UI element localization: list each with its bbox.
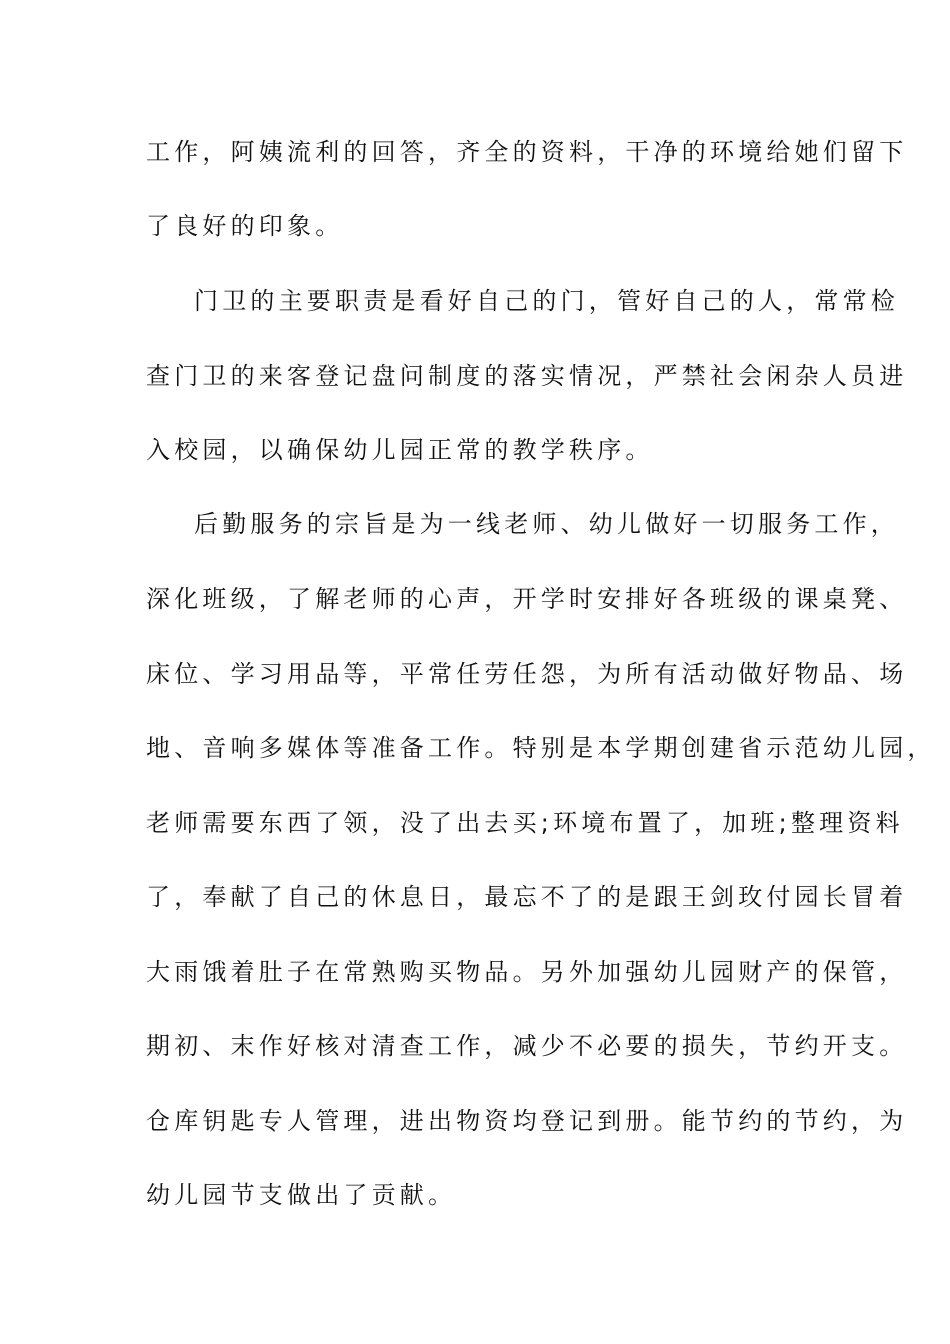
text-line: 了良好的印象。 — [146, 212, 344, 240]
text-line: 入校园，以确保幼儿园正常的教学秩序。 — [146, 436, 654, 464]
text-line: 工作，阿姨流利的回答，齐全的资料，干净的环境给她们留下 — [146, 138, 908, 166]
text-line: 查门卫的来客登记盘问制度的落实情况，严禁社会闲杂人员进 — [146, 362, 908, 390]
text-line: 地、音响多媒体等准备工作。特别是本学期创建省示范幼儿园， — [146, 734, 936, 762]
text-line: 床位、学习用品等，平常任劳任怨，为所有活动做好物品、场 — [146, 660, 908, 688]
text-line: 门卫的主要职责是看好自己的门，管好自己的人，常常检 — [194, 287, 899, 315]
text-line: 后勤服务的宗旨是为一线老师、幼儿做好一切服务工作， — [194, 510, 899, 538]
text-line: 深化班级，了解老师的心声，开学时安排好各班级的课桌凳、 — [146, 585, 908, 613]
text-line: 期初、末作好核对清查工作，减少不必要的损失，节约开支。 — [146, 1032, 908, 1060]
text-line: 大雨饿着肚子在常熟购买物品。另外加强幼儿园财产的保管， — [146, 958, 908, 986]
text-line: 了，奉献了自己的休息日，最忘不了的是跟王剑玫付园长冒着 — [146, 883, 908, 911]
text-line: 幼儿园节支做出了贡献。 — [146, 1181, 457, 1209]
text-line: 老师需要东西了领，没了出去买;环境布置了，加班;整理资料 — [146, 809, 904, 837]
text-line: 仓库钥匙专人管理，进出物资均登记到册。能节约的节约，为 — [146, 1107, 908, 1135]
